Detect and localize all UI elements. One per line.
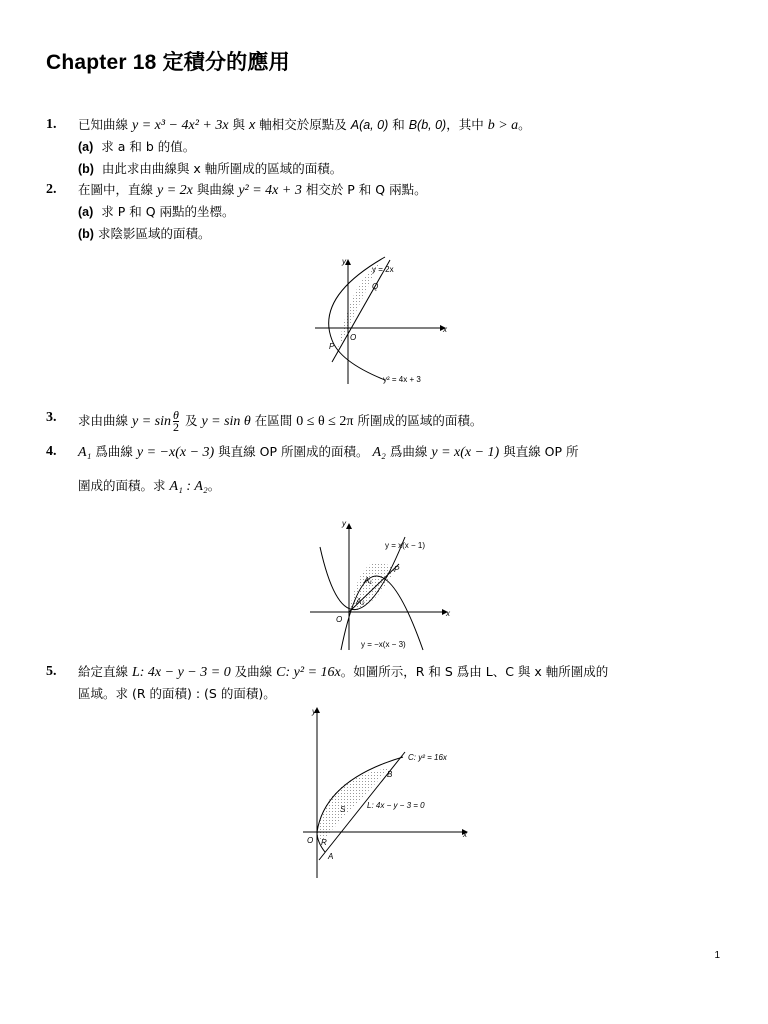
q4-a2: A₂ (372, 445, 386, 460)
q1-text-1: 已知曲線 (78, 117, 132, 132)
q4-fig-c2-label: y = −x(x − 3) (361, 640, 406, 649)
q3-frac-num: θ (173, 408, 179, 422)
q1-point-b: B(b, 0) (408, 118, 447, 132)
q5-fig-y-label: y (312, 707, 316, 716)
q1-text-3: 軸相交於原點及 (255, 117, 351, 132)
question-2a (78, 204, 235, 220)
q2-curve-eq: y² = 4x + 3 (238, 183, 302, 198)
q3-text-4: 所圍成的區域的面積。 (353, 413, 483, 428)
q4-fig-a1-label: A₁ (364, 576, 372, 585)
q4-text-4: 與直線 OP 所 (499, 444, 579, 459)
question-1b (78, 161, 342, 177)
question-3-text (78, 410, 482, 433)
q1-point-a: A(a, 0) (350, 118, 389, 132)
q1-condition: b > a (487, 118, 519, 133)
q1-text-4: 和 (388, 117, 409, 132)
q1-text-2: 與 (228, 117, 250, 132)
q3-interval: 0 ≤ θ ≤ 2π (296, 414, 354, 429)
question-5-text (78, 664, 608, 681)
q5-region-s (317, 768, 390, 832)
q3-fraction (173, 410, 179, 433)
q4-fig-y-label: y (342, 519, 346, 528)
q4-text-3: 爲曲線 (385, 444, 432, 459)
q1-text-5: ，其中 (446, 117, 488, 132)
question-4-text-line2 (78, 478, 220, 495)
q1b-label: (b) (78, 162, 94, 176)
q3-text-2: 及 (180, 413, 202, 428)
q5-fig-x-label: x (463, 830, 467, 839)
q3-frac-den: 2 (172, 420, 179, 434)
question-4-number: 4. (46, 444, 57, 459)
q2-fig-q-label: Q (372, 282, 379, 291)
figure-q4 (305, 512, 455, 657)
q3-eq1: y = sin (131, 414, 171, 429)
q5-fig-r-label: R (321, 838, 327, 847)
q2-fig-curve-label: y² = 4x + 3 (383, 375, 421, 384)
q5-fig-o-label: O (307, 836, 314, 845)
q1a-label: (a) (78, 140, 94, 154)
q2-fig-o-label: O (350, 333, 357, 342)
q2a-label: (a) (78, 205, 94, 219)
q4-fig-p-label: P (394, 565, 400, 574)
q2a-text: 求 P 和 Q 兩點的坐標。 (101, 204, 235, 219)
page-number: 1 (714, 950, 720, 961)
question-5-text-line2: 區域。求 (R 的面積) : (S 的面積)。 (78, 686, 276, 701)
figure-q2 (310, 252, 460, 392)
q4-a1: A₁ (78, 445, 92, 460)
q2-text-3: 相交於 P 和 Q 兩點。 (301, 182, 427, 197)
question-2-number: 2. (46, 182, 57, 197)
q5-text-2: 及曲線 (230, 664, 277, 679)
q4-eq2: y = x(x − 1) (431, 445, 500, 460)
q2-fig-y-label: y (342, 257, 346, 266)
q1-text-6: 。 (518, 117, 531, 132)
q2-line (332, 260, 390, 362)
q2-text-1: 在圖中，直線 (78, 182, 157, 197)
q4-fig-x-label: x (446, 609, 450, 618)
q5-text-3: 。如圖所示，R 和 S 爲由 L、C 與 x 軸所圍成的 (340, 664, 609, 679)
q5-curve-eq: C: y² = 16x (276, 665, 341, 680)
q5-fig-c-label: C: y² = 16x (408, 753, 447, 762)
figure-q5 (295, 702, 475, 882)
question-1-text (78, 117, 531, 134)
q5-fig-l-label: L: 4x − y − 3 = 0 (367, 801, 425, 810)
question-2-text (78, 182, 427, 199)
q3-text-3: 在區間 (250, 413, 297, 428)
q2-line-eq: y = 2x (156, 183, 193, 198)
q4-fig-o-label: O (336, 615, 343, 624)
q3-text-1: 求由曲線 (78, 413, 132, 428)
q5-fig-b-label: B (387, 770, 393, 779)
question-1a (78, 139, 195, 155)
q2-shaded-region (338, 262, 380, 349)
q2b-text: 求陰影區域的面積。 (97, 226, 211, 241)
question-2b (78, 226, 210, 242)
q2-text-2: 與曲線 (192, 182, 239, 197)
q2-fig-p-label: P (329, 342, 335, 351)
q4-text-1: 爲曲線 (91, 444, 137, 459)
q1a-text: 求 a 和 b 的值。 (101, 139, 196, 154)
q1-equation: y = x³ − 4x² + 3x (131, 118, 229, 133)
q5-line-eq: L: 4x − y − 3 = 0 (131, 665, 231, 680)
q2-fig-x-label: x (443, 325, 447, 334)
q1-x: x (249, 118, 256, 132)
chapter-title: Chapter 18 定積分的應用 (46, 51, 290, 74)
q5-fig-a-label: A (328, 852, 334, 861)
q2b-label: (b) (78, 227, 94, 241)
q1b-text: 由此求由曲線與 x 軸所圍成的區域的面積。 (101, 161, 343, 176)
question-5-number: 5. (46, 664, 57, 679)
q4-eq1: y = −x(x − 3) (136, 445, 215, 460)
q2-fig-line-label: y = 2x (372, 265, 394, 274)
q4-fig-a2-label: A₂ (356, 597, 365, 606)
q5-text-1: 給定直線 (78, 664, 132, 679)
q5-fig-s-label: S (340, 805, 346, 814)
question-3-number: 3. (46, 410, 57, 425)
q3-eq2: y = sin θ (201, 414, 251, 429)
q4-ratio: A₁ : A₂ (169, 479, 208, 494)
question-1-number: 1. (46, 117, 57, 132)
q4-line2-a: 圍成的面積。求 (78, 478, 170, 493)
q4-text-2: 與直線 OP 所圍成的面積。 (214, 444, 369, 459)
q4-line2-b: 。 (207, 478, 221, 493)
q4-fig-c1-label: y = x(x − 1) (385, 541, 426, 550)
question-4-text (78, 444, 579, 461)
